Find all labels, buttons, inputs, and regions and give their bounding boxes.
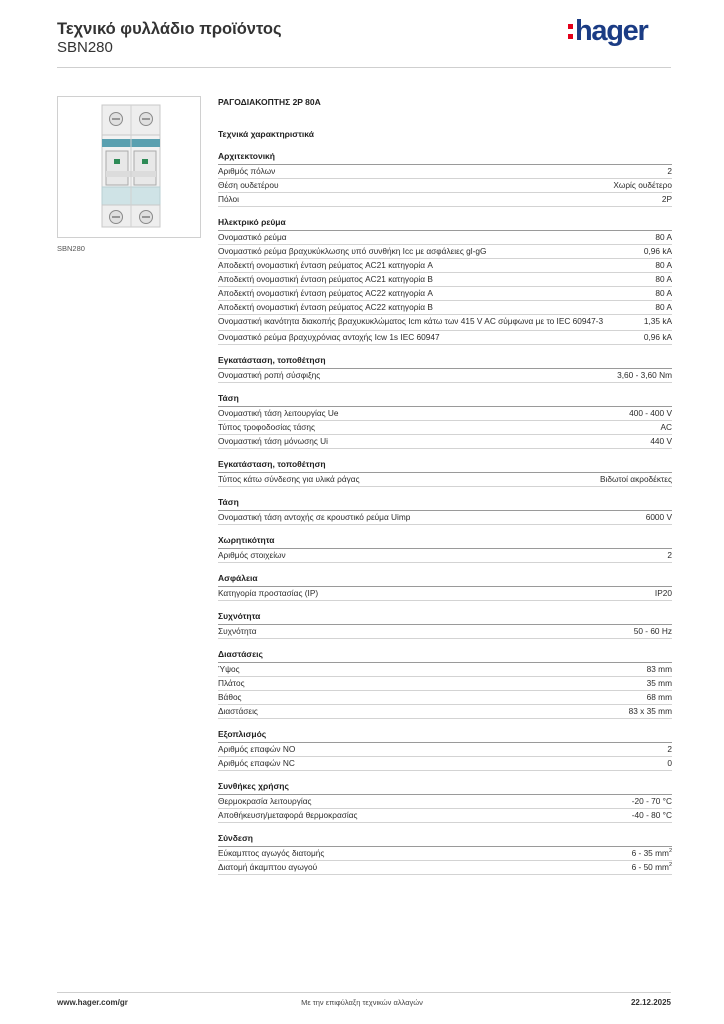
spec-value-text: 80 A [655,288,672,298]
logo-text: hager [575,15,648,47]
spec-label: Πλάτος [218,678,245,688]
spec-section [218,649,672,719]
spec-label: Διατομή άκαμπτου αγωγού [218,862,318,872]
spec-row [218,273,672,287]
spec-label: Τύπος τροφοδοσίας τάσης [218,422,316,432]
spec-section [218,497,672,525]
spec-label: Συχνότητα [218,626,257,636]
spec-row [218,435,672,449]
spec-section [218,393,672,449]
spec-label: Ονομαστικό ρεύμα βραχυκύκλωσης υπό συνθήκη Icc με ασφάλειες gl-gG [218,246,487,256]
spec-section [218,535,672,563]
spec-label: Ονομαστική ροπή σύσφιξης [218,370,321,380]
spec-label: Κατηγορία προστασίας (IP) [218,588,319,598]
spec-label: Αποδεκτή ονομαστική ένταση ρεύματος AC21 κατηγορία B [218,274,433,284]
spec-value [655,231,672,244]
spec-row [218,301,672,315]
spec-value-text: -40 - 80 °C [631,810,672,820]
spec-value [662,193,672,206]
spec-value-text: 6000 V [645,512,672,522]
section-title: Ασφάλεια [218,573,672,587]
spec-row [218,809,672,823]
spec-label: Βάθος [218,692,242,702]
spec-row [218,407,672,421]
spec-label: Αποδεκτή ονομαστική ένταση ρεύματος AC22 κατηγορία B [218,302,433,312]
spec-section [218,781,672,823]
spec-value [647,677,672,690]
spec-row [218,331,672,345]
spec-label: Ονομαστική τάση λειτουργίας Ue [218,408,339,418]
spec-value-text: AC [660,422,672,432]
spec-value [629,407,672,420]
spec-sections [218,151,672,875]
spec-value [644,331,672,344]
spec-value [644,245,672,258]
spec-section [218,729,672,771]
spec-value-text: 2P [661,194,672,204]
tech-specs-heading: Τεχνικά χαρακτηριστικά [218,129,314,139]
spec-value [632,861,672,874]
section-title: Τάση [218,497,672,511]
spec-value-text: 0,96 kA [643,246,672,256]
section-title: Συνθήκες χρήσης [218,781,672,795]
spec-label: Πόλοι [218,194,239,204]
spec-label: Ονομαστικό ρεύμα [218,232,287,242]
spec-value-text: -20 - 70 °C [631,796,672,806]
spec-section [218,459,672,487]
logo-dots-icon [568,24,573,39]
spec-section [218,151,672,207]
spec-value [634,625,672,638]
spec-value [632,795,672,808]
spec-value-text: 83 mm [646,664,672,674]
spec-label: Αριθμός επαφών NC [218,758,295,768]
spec-row [218,847,672,861]
spec-row [218,757,672,771]
image-caption: SBN280 [57,244,85,253]
footer-website[interactable]: www.hager.com/gr [57,998,128,1007]
spec-value [667,165,672,178]
spec-value-superscript: 2 [668,862,672,869]
spec-row [218,193,672,207]
spec-value [667,549,672,562]
spec-content [218,96,672,885]
spec-row [218,287,672,301]
spec-row [218,245,672,259]
spec-value [613,179,672,192]
section-title: Χωρητικότητα [218,535,672,549]
spec-row [218,259,672,273]
spec-value [655,287,672,300]
section-title: Αρχιτεκτονική [218,151,672,165]
spec-row [218,625,672,639]
spec-value-text: 0,96 kA [643,332,672,342]
spec-value-text: 80 A [655,260,672,270]
document-title: Τεχνικό φυλλάδιο προϊόντος [57,20,282,38]
spec-row [218,861,672,875]
section-title: Εξοπλισμός [218,729,672,743]
spec-label: Αποδεκτή ονομαστική ένταση ρεύματος AC21 κατηγορία A [218,260,433,270]
spec-section [218,217,672,345]
spec-label: Αριθμός πόλων [218,166,276,176]
footer-date: 22.12.2025 [630,998,671,1007]
spec-row [218,511,672,525]
spec-value [647,691,672,704]
spec-row [218,743,672,757]
footer-divider [57,992,671,993]
spec-value [667,743,672,756]
spec-label: Θερμοκρασία λειτουργίας [218,796,312,806]
spec-row [218,369,672,383]
spec-value-text: 83 x 35 mm [628,706,672,716]
spec-value-text: Χωρίς ουδέτερο [613,180,672,190]
spec-value-text: 68 mm [646,692,672,702]
spec-section [218,573,672,601]
spec-label: Ονομαστική τάση μόνωσης Ui [218,436,328,446]
hager-logo [568,16,647,46]
spec-label: Αριθμός στοιχείων [218,550,286,560]
section-title: Εγκατάσταση, τοποθέτηση [218,355,672,369]
footer-notice: Με την επιφύλαξη τεχνικών αλλαγών [301,998,423,1007]
spec-value-text: 80 A [655,302,672,312]
spec-value [632,847,672,860]
spec-row [218,795,672,809]
spec-row [218,231,672,245]
spec-label: Ύψος [218,664,240,674]
spec-value-text: 80 A [655,232,672,242]
spec-value [617,369,672,382]
spec-value [600,473,672,486]
spec-label: Διαστάσεις [218,706,258,716]
spec-row [218,549,672,563]
spec-row [218,473,672,487]
spec-value [647,663,672,676]
spec-row [218,663,672,677]
spec-row [218,677,672,691]
section-title: Σύνδεση [218,833,672,847]
spec-value-text: 2 [667,744,672,754]
spec-value-text: 440 V [650,436,672,446]
spec-value-text: 400 - 400 V [629,408,672,418]
spec-value [655,259,672,272]
spec-label: Ονομαστική τάση αντοχής σε κρουστικό ρεύμα Uimp [218,512,411,522]
spec-label: Θέση ουδετέρου [218,180,279,190]
spec-row [218,587,672,601]
spec-value-text: 2 [667,550,672,560]
spec-row [218,179,672,193]
spec-value-text: 3,60 - 3,60 Nm [617,370,672,380]
spec-row [218,315,672,331]
spec-value [655,301,672,314]
spec-value-superscript: 2 [668,848,672,855]
section-title: Ηλεκτρικό ρεύμα [218,217,672,231]
product-image [57,96,201,238]
spec-row [218,165,672,179]
spec-section [218,833,672,875]
section-title: Συχνότητα [218,611,672,625]
spec-value-text: IP20 [654,588,672,598]
spec-value-text: 80 A [655,274,672,284]
spec-label: Αριθμός επαφών NO [218,744,296,754]
spec-value [646,511,672,524]
spec-value-text: 6 - 35 mm [631,848,669,858]
spec-value [667,757,672,770]
product-name: ΡΑΓΟΔΙΑΚΟΠΤΗΣ 2P 80A [218,97,321,107]
spec-label: Τύπος κάτω σύνδεσης για υλικά ράγας [218,474,360,484]
spec-value-text: 2 [667,166,672,176]
spec-label: Αποθήκευση/μεταφορά θερμοκρασίας [218,810,358,820]
spec-value-text: 0 [667,758,672,768]
spec-value [655,273,672,286]
spec-value [644,316,672,327]
spec-value [632,809,672,822]
section-title: Τάση [218,393,672,407]
spec-value-text: 50 - 60 Hz [633,626,672,636]
spec-value [655,587,672,600]
header-divider [57,67,671,68]
spec-value-text: 1,35 kA [643,316,672,326]
spec-section [218,611,672,639]
section-title: Διαστάσεις [218,649,672,663]
spec-label: Ονομαστική ικανότητα διακοπής βραχυκυκλώματος Icm κάτω των 415 V AC σύμφωνα με το IEC 60947-3 [218,316,604,326]
spec-section [218,355,672,383]
spec-value-text: 6 - 50 mm [631,862,669,872]
spec-row [218,691,672,705]
spec-value [660,421,672,434]
spec-label: Ονομαστικό ρεύμα βραχυχρόνιας αντοχής Icw 1s IEC 60947 [218,332,440,342]
section-title: Εγκατάσταση, τοποθέτηση [218,459,672,473]
spec-label: Εύκαμπτος αγωγός διατομής [218,848,325,858]
spec-value [650,435,672,448]
spec-label: Αποδεκτή ονομαστική ένταση ρεύματος AC22 κατηγορία A [218,288,433,298]
product-code: SBN280 [57,39,113,56]
spec-row [218,421,672,435]
spec-value [629,705,672,718]
spec-value-text: 35 mm [646,678,672,688]
spec-value-text: Βιδωτοί ακροδέκτες [600,474,672,484]
spec-row [218,705,672,719]
